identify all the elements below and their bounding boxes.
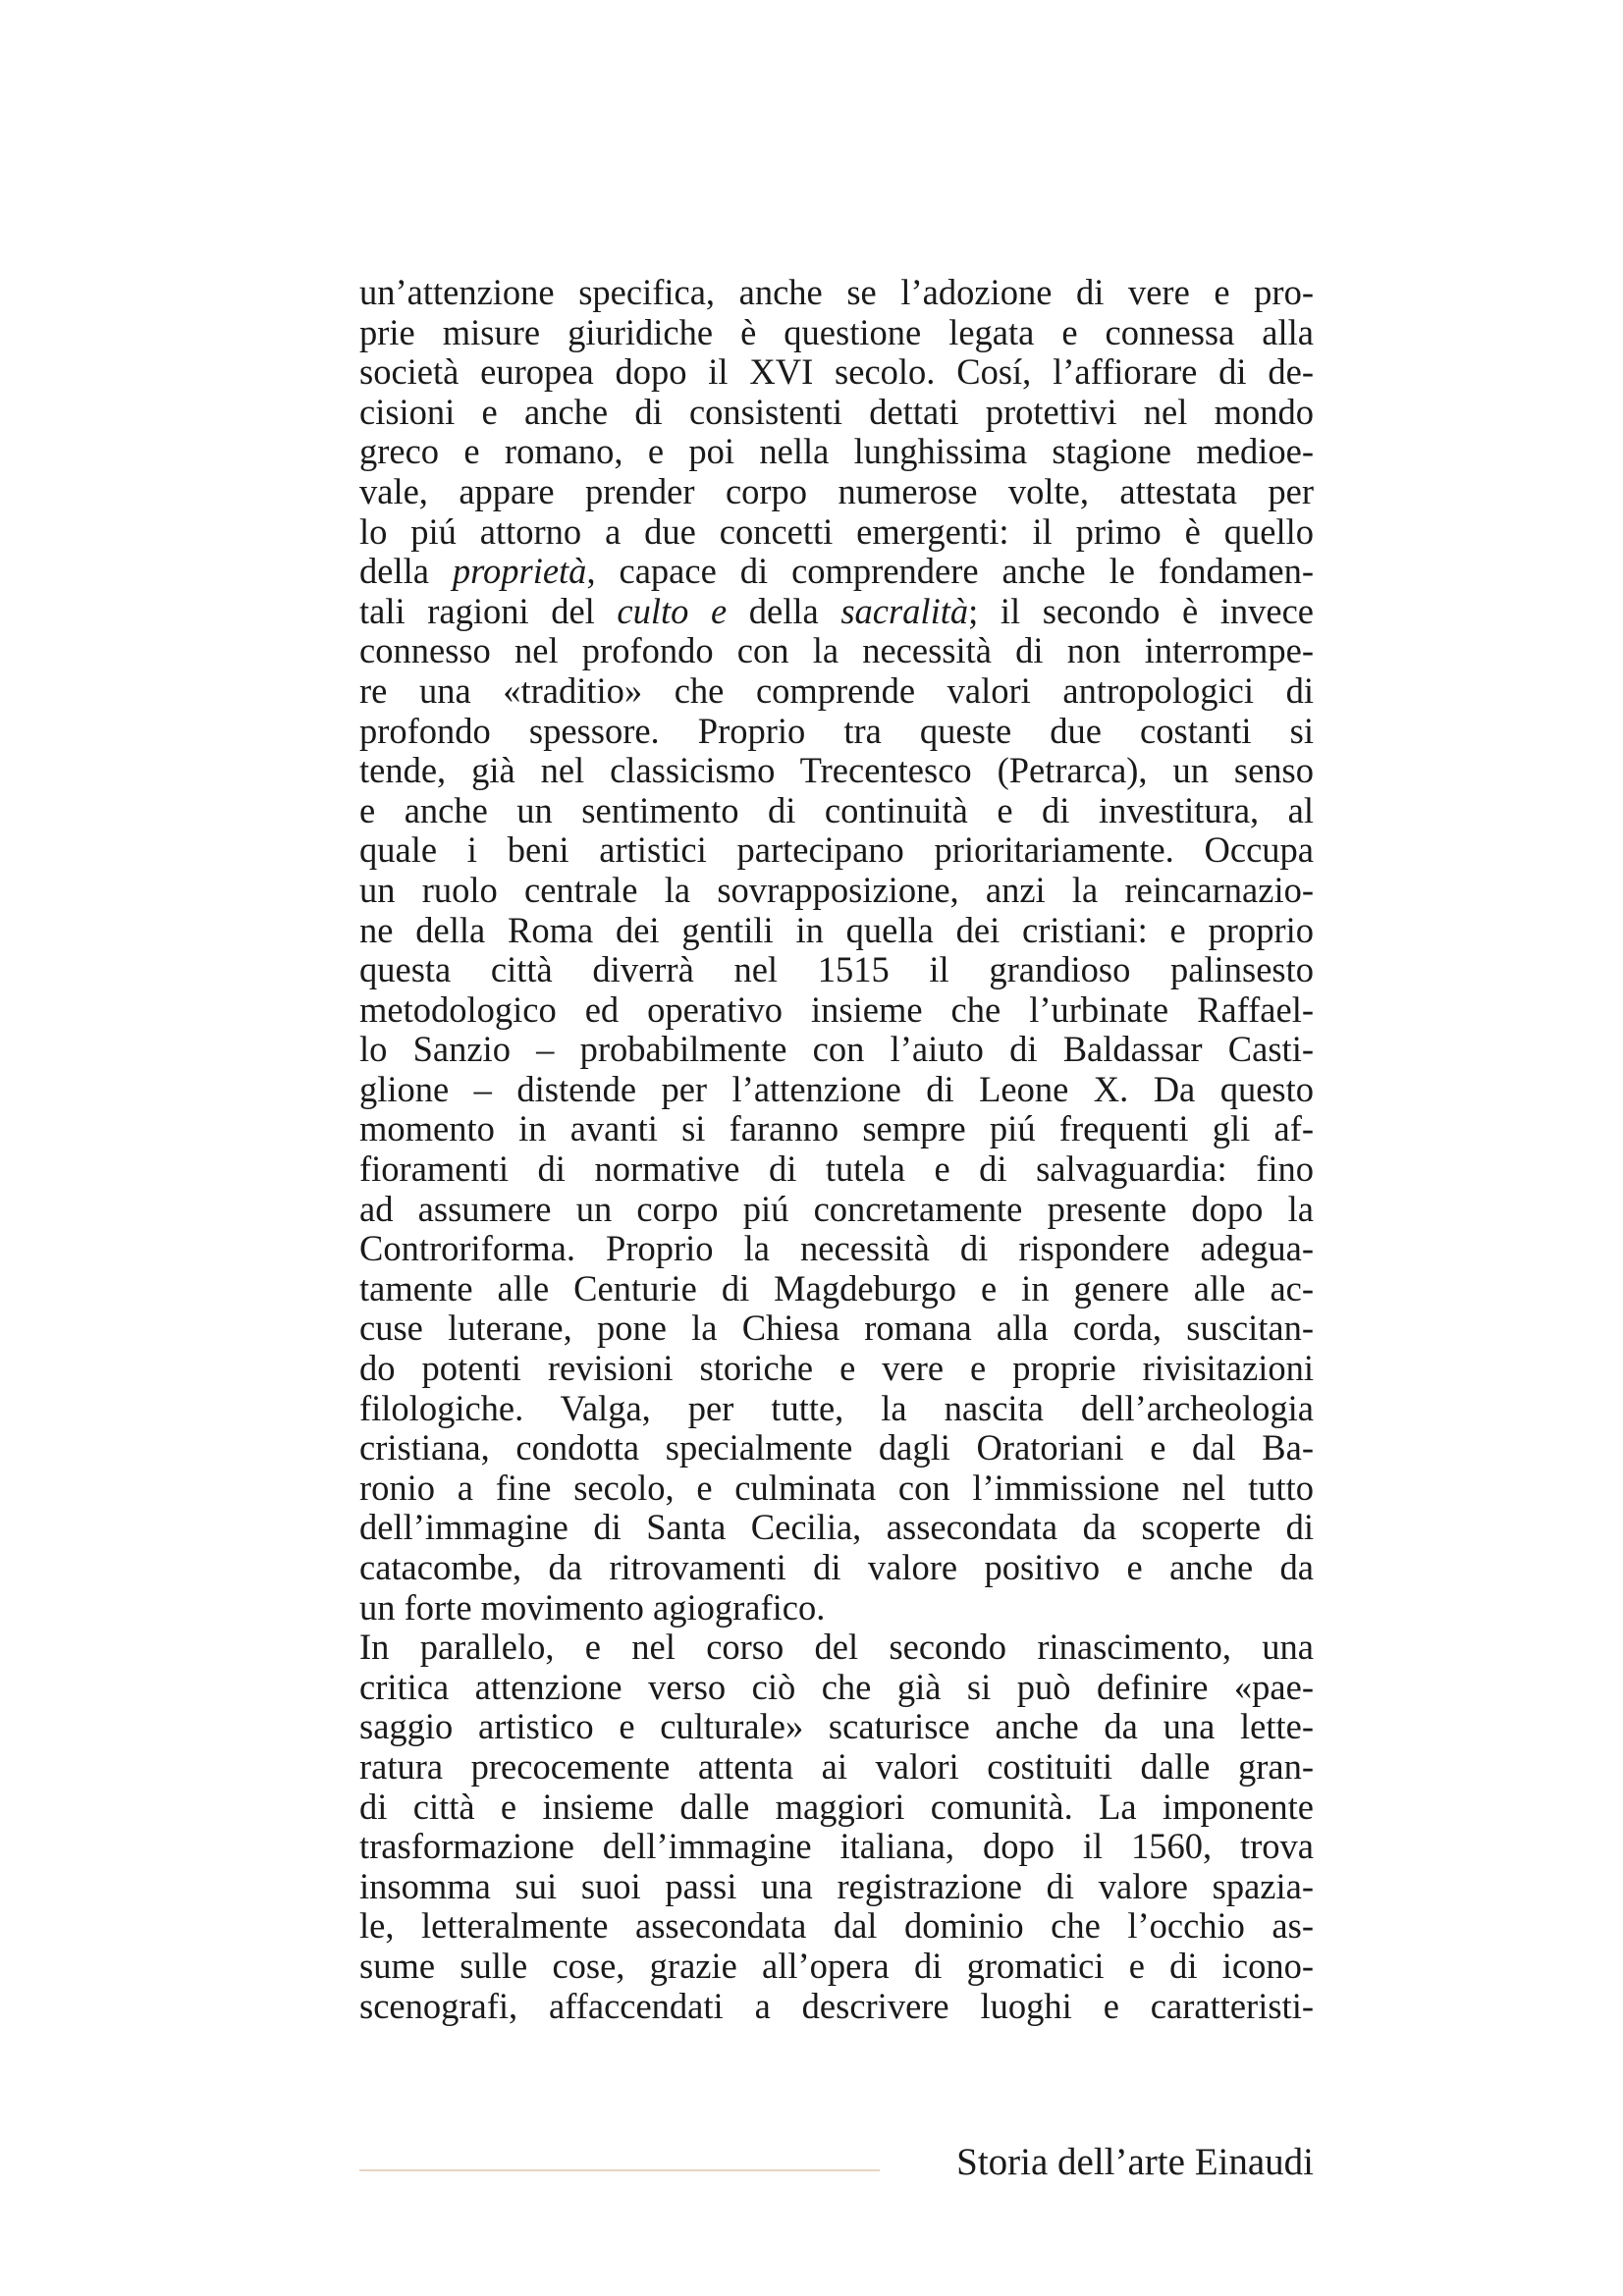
text-line: trasformazione dell’immagine italiana, dopo il 1560, trova [359,1826,1314,1867]
text-line: quale i beni artistici partecipano prioritariamente. Occupa [359,829,1314,871]
text-line: di città e insieme dalle maggiori comunità. La imponente [359,1786,1314,1827]
text-line: do potenti revisioni storiche e vere e proprie rivisitazioni [359,1348,1314,1389]
text-line: ronio a fine secolo, e culminata con l’immissione nel tutto [359,1467,1314,1508]
text-line: critica attenzione verso ciò che già si può definire «pae- [359,1666,1314,1707]
text-line: lo Sanzio – probabilmente con l’aiuto di Baldassar Casti- [359,1029,1314,1070]
text-line: Controriforma. Proprio la necessità di rispondere adegua- [359,1228,1314,1269]
text-line: saggio artistico e culturale» scaturisce anche da una lette- [359,1706,1314,1747]
text-line: cisioni e anche di consistenti dettati protettivi nel mondo [359,391,1314,432]
text-line: connesso nel profondo con la necessità di non interrompe- [359,630,1314,671]
text-line: profondo spessore. Proprio tra queste due costanti si [359,710,1314,751]
text-line: momento in avanti si faranno sempre piú frequenti gli af- [359,1108,1314,1149]
text-line: glione – distende per l’attenzione di Leone X. Da questo [359,1068,1314,1109]
text-line: scenografi, affaccendati a descrivere luoghi e caratteristi- [359,1985,1314,2026]
text-line: questa città diverrà nel 1515 il grandioso palinsesto [359,949,1314,990]
body-text [359,273,1314,2026]
text-line: catacombe, da ritrovamenti di valore positivo e anche da [359,1547,1314,1587]
text-line: società europea dopo il XVI secolo. Cosí, l’affiorare di de- [359,351,1314,393]
text-line: tende, già nel classicismo Trecentesco (Petrarca), un senso [359,750,1314,791]
text-line: dell’immagine di Santa Cecilia, assecondata da scoperte di [359,1507,1314,1548]
text-line: e anche un sentimento di continuità e di investitura, al [359,789,1314,830]
text-line: lo piú attorno a due concetti emergenti: il primo è quello [359,510,1314,552]
text-line: un forte movimento agiografico. [359,1586,826,1628]
text-line: un’attenzione specifica, anche se l’adozione di vere e pro- [359,272,1314,312]
text-line: In parallelo, e nel corso del secondo rinascimento, una [359,1627,1314,1668]
text-line: vale, appare prender corpo numerose volte, attestata per [359,470,1314,511]
text-line: della proprietà, capace di comprendere anche le fondamen- [359,551,1314,592]
text-line: tali ragioni del culto e della sacralità; il secondo è invece [359,590,1314,631]
text-line: ratura precocemente attenta ai valori costituiti dalle gran- [359,1745,1314,1787]
text-line: le, letteralmente assecondata dal dominio che l’occhio as- [359,1905,1314,1947]
text-line: ad assumere un corpo piú concretamente presente dopo la [359,1188,1314,1229]
text-line: ne della Roma dei gentili in quella dei cristiani: e proprio [359,909,1314,950]
footer-rule [359,2169,880,2171]
text-line: cristiana, condotta specialmente dagli Oratoriani e dal Ba- [359,1427,1314,1468]
text-line: prie misure giuridiche è questione legata e connessa alla [359,311,1314,352]
text-line: tamente alle Centurie di Magdeburgo e in genere alle ac- [359,1267,1314,1308]
footer-title: Storia dell’arte Einaudi [956,2141,1314,2183]
text-line: cuse luterane, pone la Chiesa romana alla corda, suscitan- [359,1308,1314,1349]
text-line: greco e romano, e poi nella lunghissima stagione medioe- [359,431,1314,472]
text-line: un ruolo centrale la sovrapposizione, anzi la reincarnazio- [359,869,1314,910]
text-line: re una «traditio» che comprende valori antropologici di [359,669,1314,711]
text-line: fioramenti di normative di tutela e di salvaguardia: fino [359,1148,1314,1190]
text-line: sume sulle cose, grazie all’opera di gromatici e di icono- [359,1945,1314,1986]
text-line: insomma sui suoi passi una registrazione di valore spazia- [359,1865,1314,1906]
text-line: filologiche. Valga, per tutte, la nascita dell’archeologia [359,1387,1314,1428]
text-line: metodologico ed operativo insieme che l’urbinate Raffael- [359,988,1314,1030]
page-footer [359,2140,1314,2185]
